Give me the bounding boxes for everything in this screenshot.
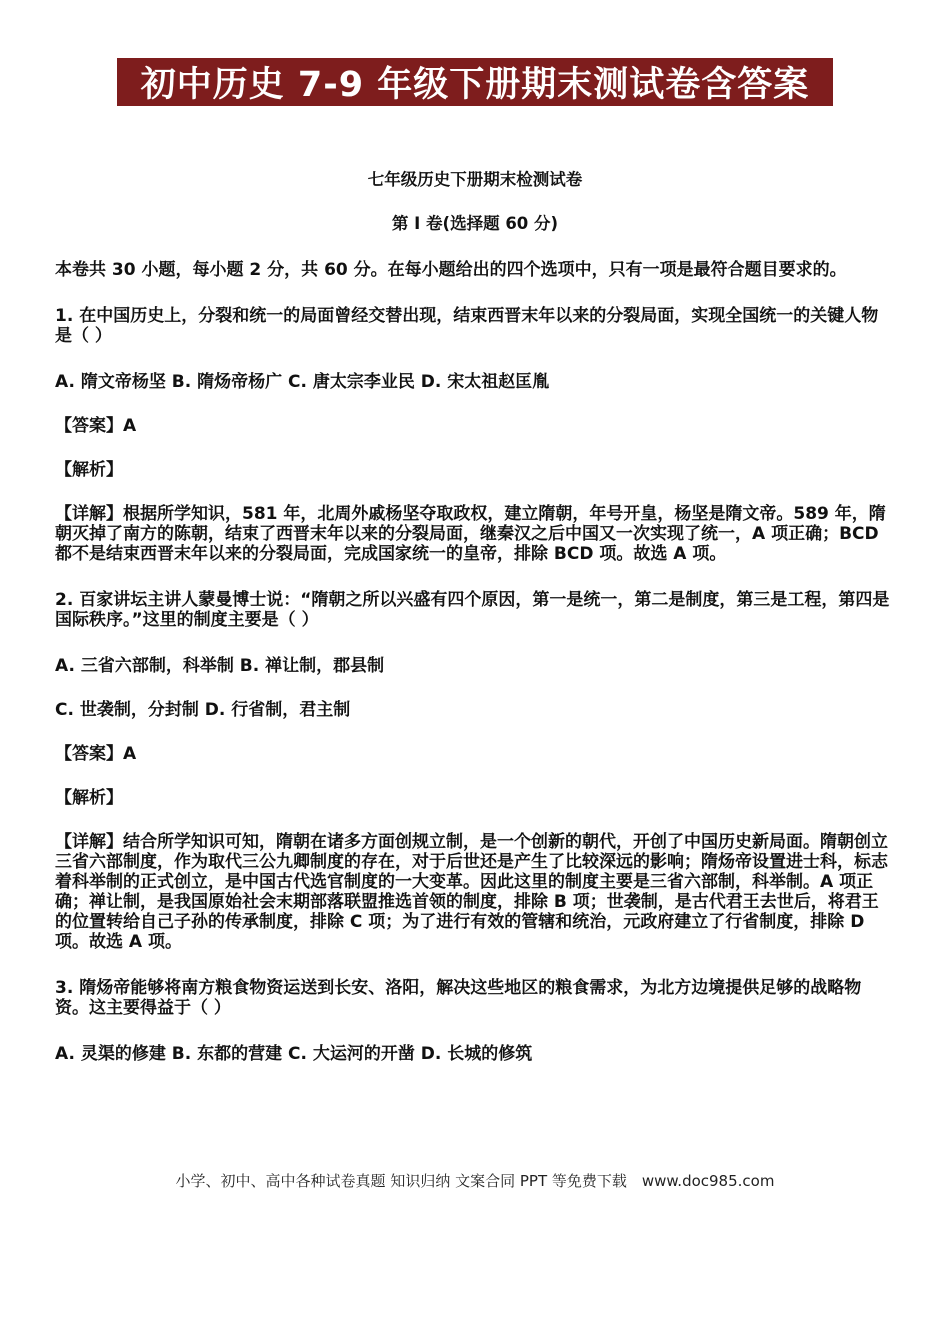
question-2-options-cd: C. 世袭制，分封制 D. 行省制，君主制 (55, 700, 351, 720)
question-2-stem: 2. 百家讲坛主讲人蒙曼博士说：“隋朝之所以兴盛有四个原因，第一是统一，第二是制度，第三是工程，第四是国际秩序。”这里的制度主要是（ ） (55, 590, 890, 630)
instructions: 本卷共 30 小题，每小题 2 分，共 60 分。在每小题给出的四个选项中，只有一项是最符合题目要求的。 (55, 260, 847, 280)
banner-title: 初中历史 7-9 年级下册期末测试卷含答案 (140, 65, 810, 105)
question-2-options-ab: A. 三省六部制，科举制 B. 禅让制，郡县制 (55, 656, 385, 676)
question-1-detail: 【详解】根据所学知识，581 年，北周外戚杨坚夺取政权，建立隋朝，年号开皇，杨坚是隋文帝。589 年，隋朝灭掉了南方的陈朝，结束了西晋末年以来的分裂局面，继秦汉之后中国又一次实现了统一，A 项正确；BCD 都不是结束西晋末年以来的分裂局面，完成国家统一的皇帝，排除 BCD 项。故选 A 项。 (55, 504, 886, 564)
question-1-answer: 【答案】A (55, 416, 137, 436)
page-footer: 小学、初中、高中各种试卷真题 知识归纳 文案合同 PPT 等免费下载 www.doc985.com (175, 1172, 775, 1190)
section-heading: 第 I 卷(选择题 60 分) (391, 214, 559, 233)
question-3-options: A. 灵渠的修建 B. 东都的营建 C. 大运河的开凿 D. 长城的修筑 (55, 1044, 533, 1064)
question-1-stem: 1. 在中国历史上，分裂和统一的局面曾经交替出现，结束西晋末年以来的分裂局面，实现全国统一的关键人物是（ ） (55, 306, 879, 346)
document-banner (117, 58, 833, 106)
question-3-stem: 3. 隋炀帝能够将南方粮食物资运送到长安、洛阳，解决这些地区的粮食需求，为北方边境提供足够的战略物资。这主要得益于（ ） (55, 978, 862, 1018)
question-1-options: A. 隋文帝杨坚 B. 隋炀帝杨广 C. 唐太宗李业民 D. 宋太祖赵匡胤 (55, 372, 550, 392)
question-2-detail: 【详解】结合所学知识可知，隋朝在诸多方面创规立制，是一个创新的朝代，开创了中国历史新局面。隋朝创立三省六部制度，作为取代三公九卿制度的存在，对于后世还是产生了比较深远的影响；隋炀帝设置进士科，标志着科举制的正式创立，是中国古代选官制度的一大变革。因此这里的制度主要是三省六部制，科举制。A 项正确；禅让制，是我国原始社会末期部落联盟推选首领的制度，排除 B 项；世袭制，是古代君王去世后，将君王的位置转给自己子孙的传承制度，排除 C 项；为了进行有效的管辖和统治，元政府建立了行省制度，排除 D 项。故选 A 项。 (55, 832, 888, 952)
question-2-answer: 【答案】A (55, 744, 137, 764)
document-body (55, 170, 895, 1090)
question-2-analysis: 【解析】 (55, 788, 123, 808)
exam-title: 七年级历史下册期末检测试卷 (367, 170, 583, 189)
question-1-analysis: 【解析】 (55, 460, 123, 480)
